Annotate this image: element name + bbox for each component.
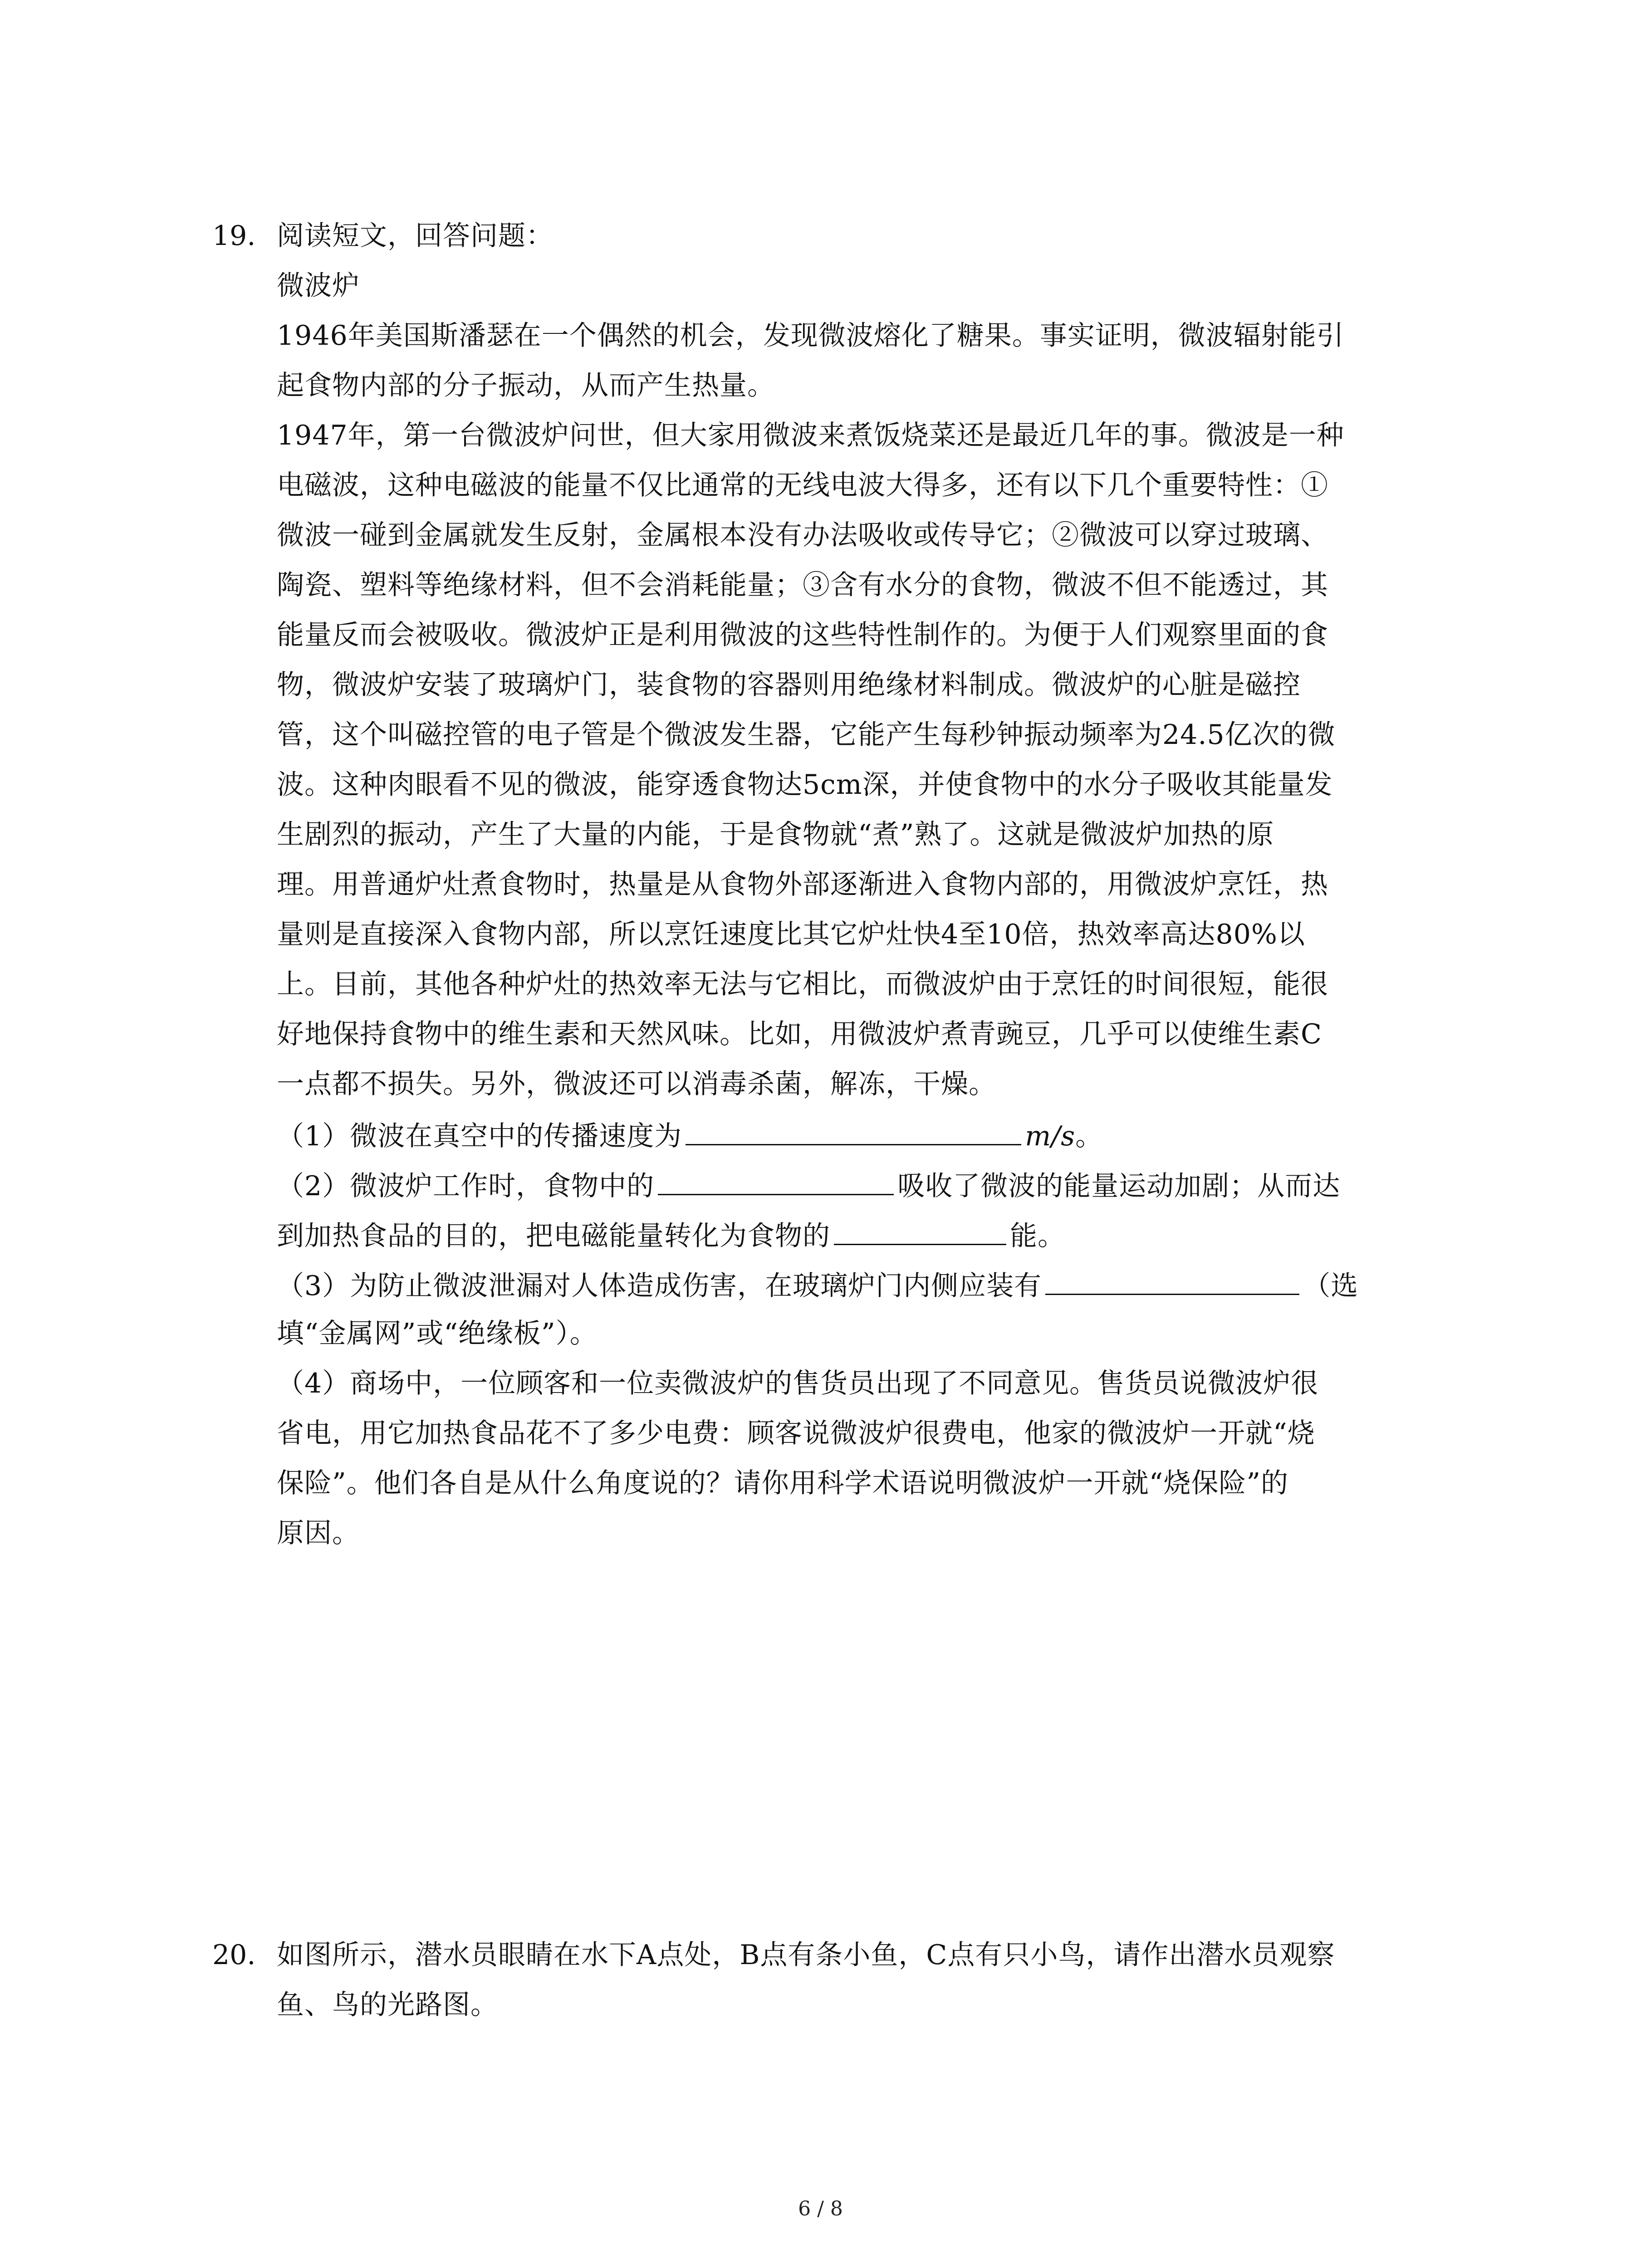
passage-line: 物，微波炉安装了玻璃炉门，装食物的容器则用绝缘材料制成。微波炉的心脏是磁控 (277, 669, 1301, 701)
sub-question-2-line-2 (277, 1216, 1065, 1254)
passage-line: 1947年，第一台微波炉问世，但大家用微波来煮饭烧菜还是最近几年的事。微波是一种 (277, 420, 1344, 451)
passage-line: 好地保持食物中的维生素和天然风味。比如，用微波炉煮青豌豆，几乎可以使维生素C (277, 1018, 1322, 1050)
sub-question-4-line: 原因。 (277, 1517, 360, 1549)
passage-line: 管，这个叫磁控管的电子管是个微波发生器，它能产生每秒钟振动频率为24.5亿次的微 (277, 719, 1336, 751)
question-19-prompt: 阅读短文，回答问题： (277, 220, 554, 252)
sub-question-3-hint: （选 (1303, 1270, 1359, 1302)
question-20-number: 20. (212, 1939, 256, 1971)
answer-blank-3[interactable] (1045, 1266, 1299, 1295)
answer-blank-1[interactable] (686, 1116, 1021, 1145)
sub-question-1 (277, 1116, 1103, 1154)
answer-blank-2a[interactable] (658, 1166, 894, 1195)
page-number: 6 / 8 (798, 2197, 843, 2220)
sub-question-3-text: （3）为防止微波泄漏对人体造成伤害，在玻璃炉门内侧应装有 (277, 1270, 1042, 1302)
sub-question-2-text: （2）微波炉工作时，食物中的 (277, 1170, 655, 1202)
sub-question-1-unit: m/s (1025, 1120, 1076, 1152)
sub-question-1-end: 。 (1075, 1120, 1103, 1152)
sub-question-2 (277, 1166, 1340, 1204)
passage-title: 微波炉 (277, 270, 360, 302)
answer-blank-2b[interactable] (834, 1216, 1006, 1245)
passage-line: 起食物内部的分子振动，从而产生热量。 (277, 370, 775, 401)
passage-line: 电磁波，这种电磁波的能量不仅比通常的无线电波大得多，还有以下几个重要特性：① (277, 469, 1328, 501)
passage-line: 1946年美国斯潘瑟在一个偶然的机会，发现微波熔化了糖果。事实证明，微波辐射能引 (277, 320, 1344, 352)
passage-line: 微波一碰到金属就发生反射，金属根本没有办法吸收或传导它；②微波可以穿过玻璃、 (277, 519, 1328, 551)
passage-line: 量则是直接深入食物内部，所以烹饪速度比其它炉灶快4至10倍，热效率高达80%以 (277, 919, 1305, 950)
sub-question-2-end: 能。 (1010, 1220, 1065, 1252)
sub-question-1-text: （1）微波在真空中的传播速度为 (277, 1120, 682, 1152)
sub-question-3 (277, 1266, 1358, 1304)
question-19-number: 19. (212, 220, 256, 252)
sub-question-4-line: 省电，用它加热食品花不了多少电费：顾客说微波炉很费电，他家的微波炉一开就“烧 (277, 1418, 1315, 1449)
sub-question-4-line: （4）商场中，一位顾客和一位卖微波炉的售货员出现了不同意见。售货员说微波炉很 (277, 1368, 1319, 1399)
question-20-line: 如图所示，潜水员眼睛在水下A点处，B点有条小鱼，C点有只小鸟，请作出潜水员观察 (277, 1939, 1335, 1971)
passage-line: 理。用普通炉灶煮食物时，热量是从食物外部逐渐进入食物内部的，用微波炉烹饪，热 (277, 869, 1328, 900)
passage-line: 能量反而会被吸收。微波炉正是利用微波的这些特性制作的。为便于人们观察里面的食 (277, 619, 1328, 651)
passage-line: 波。这种肉眼看不见的微波，能穿透食物达5cm深，并使食物中的水分子吸收其能量发 (277, 769, 1333, 801)
passage-line: 陶瓷、塑料等绝缘材料，但不会消耗能量；③含有水分的食物，微波不但不能透过，其 (277, 569, 1328, 601)
sub-question-2-text-2: 到加热食品的目的，把电磁能量转化为食物的 (277, 1220, 830, 1252)
sub-question-3-line-2: 填“金属网”或“绝缘板”）。 (277, 1318, 598, 1349)
passage-line: 生剧烈的振动，产生了大量的内能，于是食物就“煮”熟了。这就是微波炉加热的原 (277, 819, 1274, 850)
sub-question-4-line: 保险”。他们各自是从什么角度说的？请你用科学术语说明微波炉一开就“烧保险”的 (277, 1467, 1289, 1499)
question-20-line: 鱼、鸟的光路图。 (277, 1989, 498, 2021)
sub-question-2-mid: 吸收了微波的能量运动加剧；从而达 (897, 1170, 1341, 1202)
passage-line: 上。目前，其他各种炉灶的热效率无法与它相比，而微波炉由于烹饪的时间很短，能很 (277, 968, 1328, 1000)
passage-line: 一点都不损失。另外，微波还可以消毒杀菌，解冻，干燥。 (277, 1068, 996, 1100)
